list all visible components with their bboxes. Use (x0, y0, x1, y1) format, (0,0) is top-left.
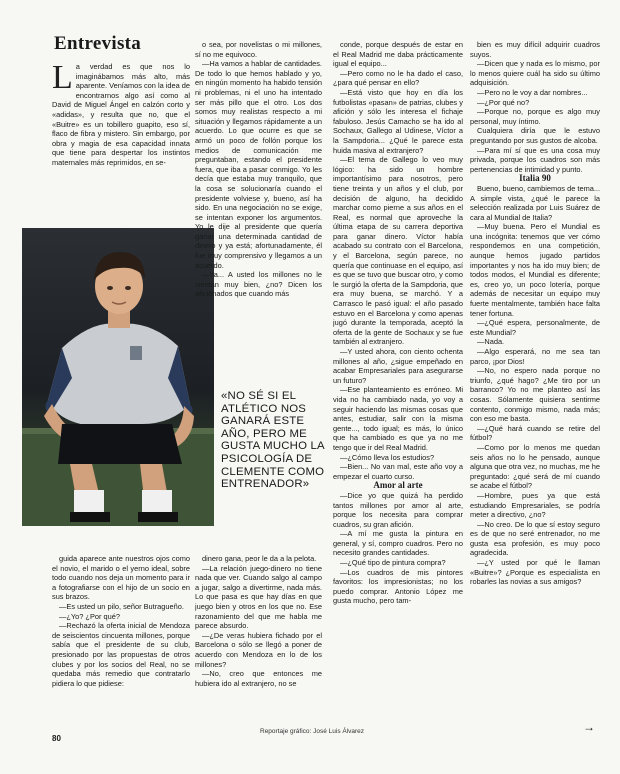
paragraph: —No, creo que entonces me hubiera ido al extranjero, no se (195, 669, 322, 688)
intro-column (52, 62, 190, 242)
paragraph: —Para mí sí que es una cosa muy privada, porque los cuadros son más pertenencias de intimidad y punto. (470, 145, 600, 174)
paragraph: —A mí me gusta la pintura en general, y sí, compro cuadros. Pero no necesito grandes cantidades. (333, 529, 463, 558)
column-2-bottom (195, 554, 322, 734)
paragraph: —¿Cómo lleva los estudios? (340, 452, 435, 462)
paragraph: —¿Yo? ¿Por qué? (59, 611, 120, 621)
paragraph: —Los cuadros de mis pintores favoritos: los impresionistas; no los puedo comprar. Antonio López me gusta mucho, pero tam- (333, 567, 463, 606)
paragraph: —No, no espero nada porque no triunfo, ¿qué hago? ¿Me tiro por un barranco? Yo no me planteo así las cosas. Sólamente quisiera sentirme contento, conmigo mismo, nada más; con eso me basta. (470, 366, 600, 424)
paragraph: —El tema de Gallego lo veo muy lógico: ha sido un hombre importantísimo para nosotros, pero tiene treinta y un años y el club, por decisión de alguno, ha decidido marchar como pierne a sus años en el Real, es normal que aproveche la última etapa de su carrera deportiva para ganar dinero. Víctor había acabado su contrato con el Barcelona, y el Barcelona, según parece, no quería que continuase en el equipo, así es que se tuvo que buscar otro, y como le surgió la oferta de la Sampdoria, que era muy buena, se marchó. Y a Carrasco le pasó igual: el año pasado estuvo en el Barcelona y como apenas jugó durante la temporada, aceptó la oferta de la gente de Sochaux y se fue también al extranjero. (333, 155, 463, 347)
paragraph: —Bien... No van mal, este año voy a empezar el cuarto curso. (333, 462, 463, 481)
paragraph: —Rechazó la oferta inicial de Mendoza de seiscientos cincuenta millones, porque sabía que el presidente de su club, presionado por las propuestas de otros clubes y por los socios del Real, no se quedaba más remedio que contratarlo pidiera lo que pidiese: (52, 621, 190, 688)
paragraph: conde, porque después de estar en el Real Madrid me daba prácticamente igual el equipo... (333, 40, 463, 69)
paragraph: —Y usted ahora, con ciento ochenta millones al año, ¿sigue empeñado en acabar Empresariales para asegurarse un futuro? (333, 347, 463, 385)
column-2-top (195, 40, 322, 370)
paragraph: —Ese planteamiento es erróneo. Mi vida no ha cambiado nada, yo voy a seguir haciendo las mismas cosas que antes, estudiar, salir con la misma gente..., todo igual; es más, lo único que ha cambiado es que ya no me tengo que ir del Real Madrid. (333, 385, 463, 452)
paragraph: —Hombre, pues ya que está estudiando Empresariales, se podría meter a directivo, ¿no? (470, 490, 600, 520)
player-illustration (22, 228, 214, 526)
section-title: Entrevista (54, 33, 142, 54)
paragraph: —Algo esperará, no me sea tan parco, ¡por Dios! (470, 347, 600, 366)
paragraph: —Ya... A usted los millones no le sientan muy bien, ¿no? Dicen los aficionados que cuando más (195, 270, 322, 299)
photo-credit: Reportaje gráfico: José Luis Álvarez (260, 728, 365, 735)
paragraph: —No creo. De lo que sí estoy seguro es de que no seré entrenador, no me gusta esa profesión, es muy poco agradecida. (470, 519, 600, 558)
paragraph: bien es muy difícil adquirir cuadros suyos. (470, 40, 600, 59)
paragraph: —¿Qué espera, personalmente, de este Mundial? (470, 318, 600, 337)
paragraph: —Dice yo que quizá ha perdido tantos millones por amor al arte, porque los necesita para comprar cuadros, su gran afición. (333, 490, 463, 529)
paragraph: dinero gana, peor le da a la pelota. (202, 554, 317, 563)
dropcap: L (52, 62, 73, 96)
player-photo (22, 228, 214, 526)
paragraph: Bueno, bueno, cambiemos de tema... A simple vista, ¿qué le parece la selección realizada por Luis Suárez de cara al Mundial de Italia? (470, 183, 600, 222)
paragraph: —Como por lo menos me quedan seis años no lo he pensado, aunque alguna que otra vez, no muchas, me he preguntado: ¿qué será de mí cuando se acabe el fútbol? (470, 442, 600, 491)
paragraph: —La relación juego-dinero no tiene nada que ver. Cuando salgo al campo a jugar, salgo a divertirme, nada más. Lo que pasa es que hay días en que juego bien y otros en los que no. Ese razonamiento del que me habla me parece absurdo. (195, 563, 322, 631)
paragraph: —Pero como no le ha dado el caso, ¿para qué pensar en ello? (333, 68, 463, 88)
paragraph: —Muy buena. Pero el Mundial es una incógnita: tenemos que ver cómo respondemos en una competición, aunque hemos jugado partidos importantes y nos ha ido muy bien; de todos modos, el Mundial es diferente; es, creo yo, un poco lotería, porque además de necesitar un equipo muy fuerte mentalmente, también hace falta tener fortuna. (470, 222, 600, 318)
paragraph: —Nada. (477, 337, 505, 347)
pull-quote: «NO SÉ SI EL ATLÉTICO NOS GANARÁ ESTE AÑO, PERO ME GUSTA MUCHO LA PSICOLOGÍA DE CLEMENTE COMO ENTRENADOR» (221, 390, 325, 491)
subheading-italia-90: Italia 90 (519, 173, 551, 184)
continue-arrow-icon: → (583, 720, 595, 734)
paragraph: —¿Qué tipo de pintura compra? (340, 558, 446, 568)
paragraph: —Está visto que hoy en día los futbolistas «pasan» de patrias, clubes y afición y sólo les interesa el fichaje fabuloso. Jesús Camacho se ha ido al Sochaux, Gallego al Udinese, Víctor a la Sampdoria... ¿Qué le parece esta huida masiva al extranjero? (333, 87, 463, 155)
paragraph: guida aparece ante nuestros ojos como el novio, el marido o el yerno ideal, sobre todo cuando nos deja un momento para ir a fotografiarse con el hijo de un socio en sus brazos. (52, 554, 190, 602)
paragraph: —¿Por qué no? (477, 97, 530, 107)
paragraph: —¿Y usted por qué le llaman «Buitre»? ¿Porque es especialista en robarles las novias a sus amigos? (470, 558, 600, 587)
column-4 (470, 40, 600, 740)
paragraph: —Pero no le voy a dar nombres... (477, 87, 588, 97)
paragraph: —Ha vamos a hablar de cantidades. De todo lo que hemos hablado y yo, en ningún momento ha habido tensión ni problemas, ni el uno ha intentado ser más pillo que el otro. Los dos somos muy realistas respecto a mi situación y llegamos rápidamente a un acuerdo. Lo que ocurre es que se armó un poco de follón porque los medios de comunicación me preguntaban, estando el presidente fuera, que iba a pasar conmigo. Yo les decía que estaba muy tranquilo, que la cosa se solucionaría cuando el presidente volviese y, bueno, así ha sido. En una negociación no se exige, se intentan exponer los argumentos. Yo le dije al presidente que quería ganar una determinada cantidad de dinero y ya está; afortunadamente, él fue muy comprensivo y llegamos a un acuerdo. (195, 59, 322, 270)
paragraph: —Porque no, porque es algo muy personal, muy íntimo. (470, 107, 600, 126)
paragraph: —Dicen que y nada es lo mismo, por lo menos quiere cuál ha sido su último adquisición. (470, 59, 600, 88)
column-1-bottom (52, 554, 190, 734)
subheading-amor-al-arte: Amor al arte (373, 480, 423, 491)
paragraph: —¿Qué hará cuando se retire del fútbol? (470, 423, 600, 443)
paragraph: o sea, por novelistas o mi millones, sí no me equivoco. (195, 40, 322, 59)
column-3 (333, 40, 463, 740)
paragraph: —¿De veras hubiera fichado por el Barcelona o sólo se llegó a poner de acuerdo con Mendoza en lo de los millones? (195, 630, 322, 669)
intro-text: a verdad es que nos lo imaginábamos más alto, más aparente. Veníamos con la idea de encontrarnos algo así como al David de Miguel Ángel en calzón corto y «adidas», y resulta que no, que el «Buitre» es un tobillero guapito, eso sí, flaco de fibra y mistero. Sin embargo, por obra y magia de esa capacidad innata que tiene para despertar los instintos maternales más reprimidos, en se- (52, 62, 190, 167)
paragraph: —Es usted un pilo, señor Butragueño. (59, 601, 184, 611)
paragraph: Cualquiera diría que le estuvo preguntando por sus gustos de alcoba. (470, 126, 600, 145)
page-number: 80 (52, 734, 61, 743)
